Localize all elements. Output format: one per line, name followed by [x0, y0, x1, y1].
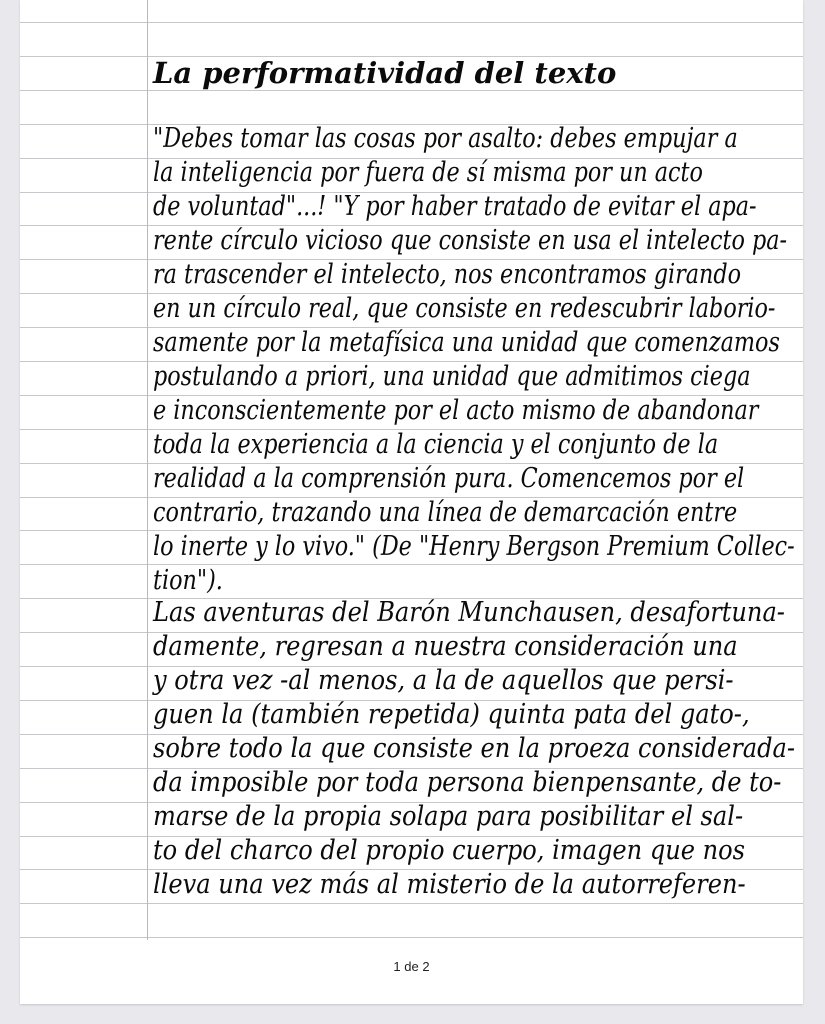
text-line: Las aventuras del Barón Munchausen, desafortuna- — [153, 597, 785, 628]
text-line: lo inerte y lo vivo." (De "Henry Bergson Premium Collec- — [153, 531, 795, 562]
text-line: y otra vez -al menos, a la de aquellos que persi- — [153, 665, 734, 696]
text-line: sobre todo la que consiste en la proeza considerada- — [153, 733, 796, 764]
text-line: da imposible por toda persona bienpensante, de to- — [153, 767, 782, 798]
notebook-page — [20, 0, 803, 1004]
text-line: la inteligencia por fuera de sí misma por un acto — [153, 157, 703, 188]
text-line: marse de la propia solapa para posibilitar el sal- — [153, 801, 744, 832]
text-line: toda la experiencia a la ciencia y el conjunto de la — [153, 429, 719, 460]
text-line: en un círculo real, que consiste en redescubrir laborio- — [153, 293, 776, 324]
text-line: to del charco del propio cuerpo, imagen que nos — [153, 835, 746, 866]
paragraph-1 — [153, 122, 803, 598]
paragraph-2 — [153, 596, 803, 902]
ruled-line — [20, 903, 803, 904]
text-line: ra trascender el intelecto, nos encontramos girando — [153, 259, 742, 290]
text-line: tion"). — [153, 565, 223, 596]
text-line: lleva una vez más al misterio de la autorreferen- — [153, 869, 746, 900]
text-line: de voluntad"...! "Y por haber tratado de evitar el apa- — [153, 191, 757, 222]
text-line: e inconscientemente por el acto mismo de abandonar — [153, 395, 759, 426]
text-line: postulando a priori, una unidad que admitimos ciega — [153, 361, 751, 392]
text-line: contrario, trazando una línea de demarcación entre — [153, 497, 738, 528]
ruled-line — [20, 22, 803, 23]
text-line: realidad a la comprensión pura. Comencemos por el — [153, 463, 745, 494]
margin-line — [147, 0, 148, 940]
ruled-line — [20, 937, 803, 938]
text-line: damente, regresan a nuestra consideración una — [153, 631, 738, 662]
page-indicator: 1 de 2 — [393, 959, 430, 974]
text-line: samente por la metafísica una unidad que comenzamos — [153, 327, 780, 358]
text-line: rente círculo vicioso que consiste en usa el intelecto pa- — [153, 225, 788, 256]
ruled-line — [20, 90, 803, 91]
text-line: "Debes tomar las cosas por asalto: debes empujar a — [153, 123, 738, 154]
page-title: La performatividad del texto — [153, 56, 617, 90]
text-line: guen la (también repetida) quinta pata del gato-, — [153, 699, 750, 730]
